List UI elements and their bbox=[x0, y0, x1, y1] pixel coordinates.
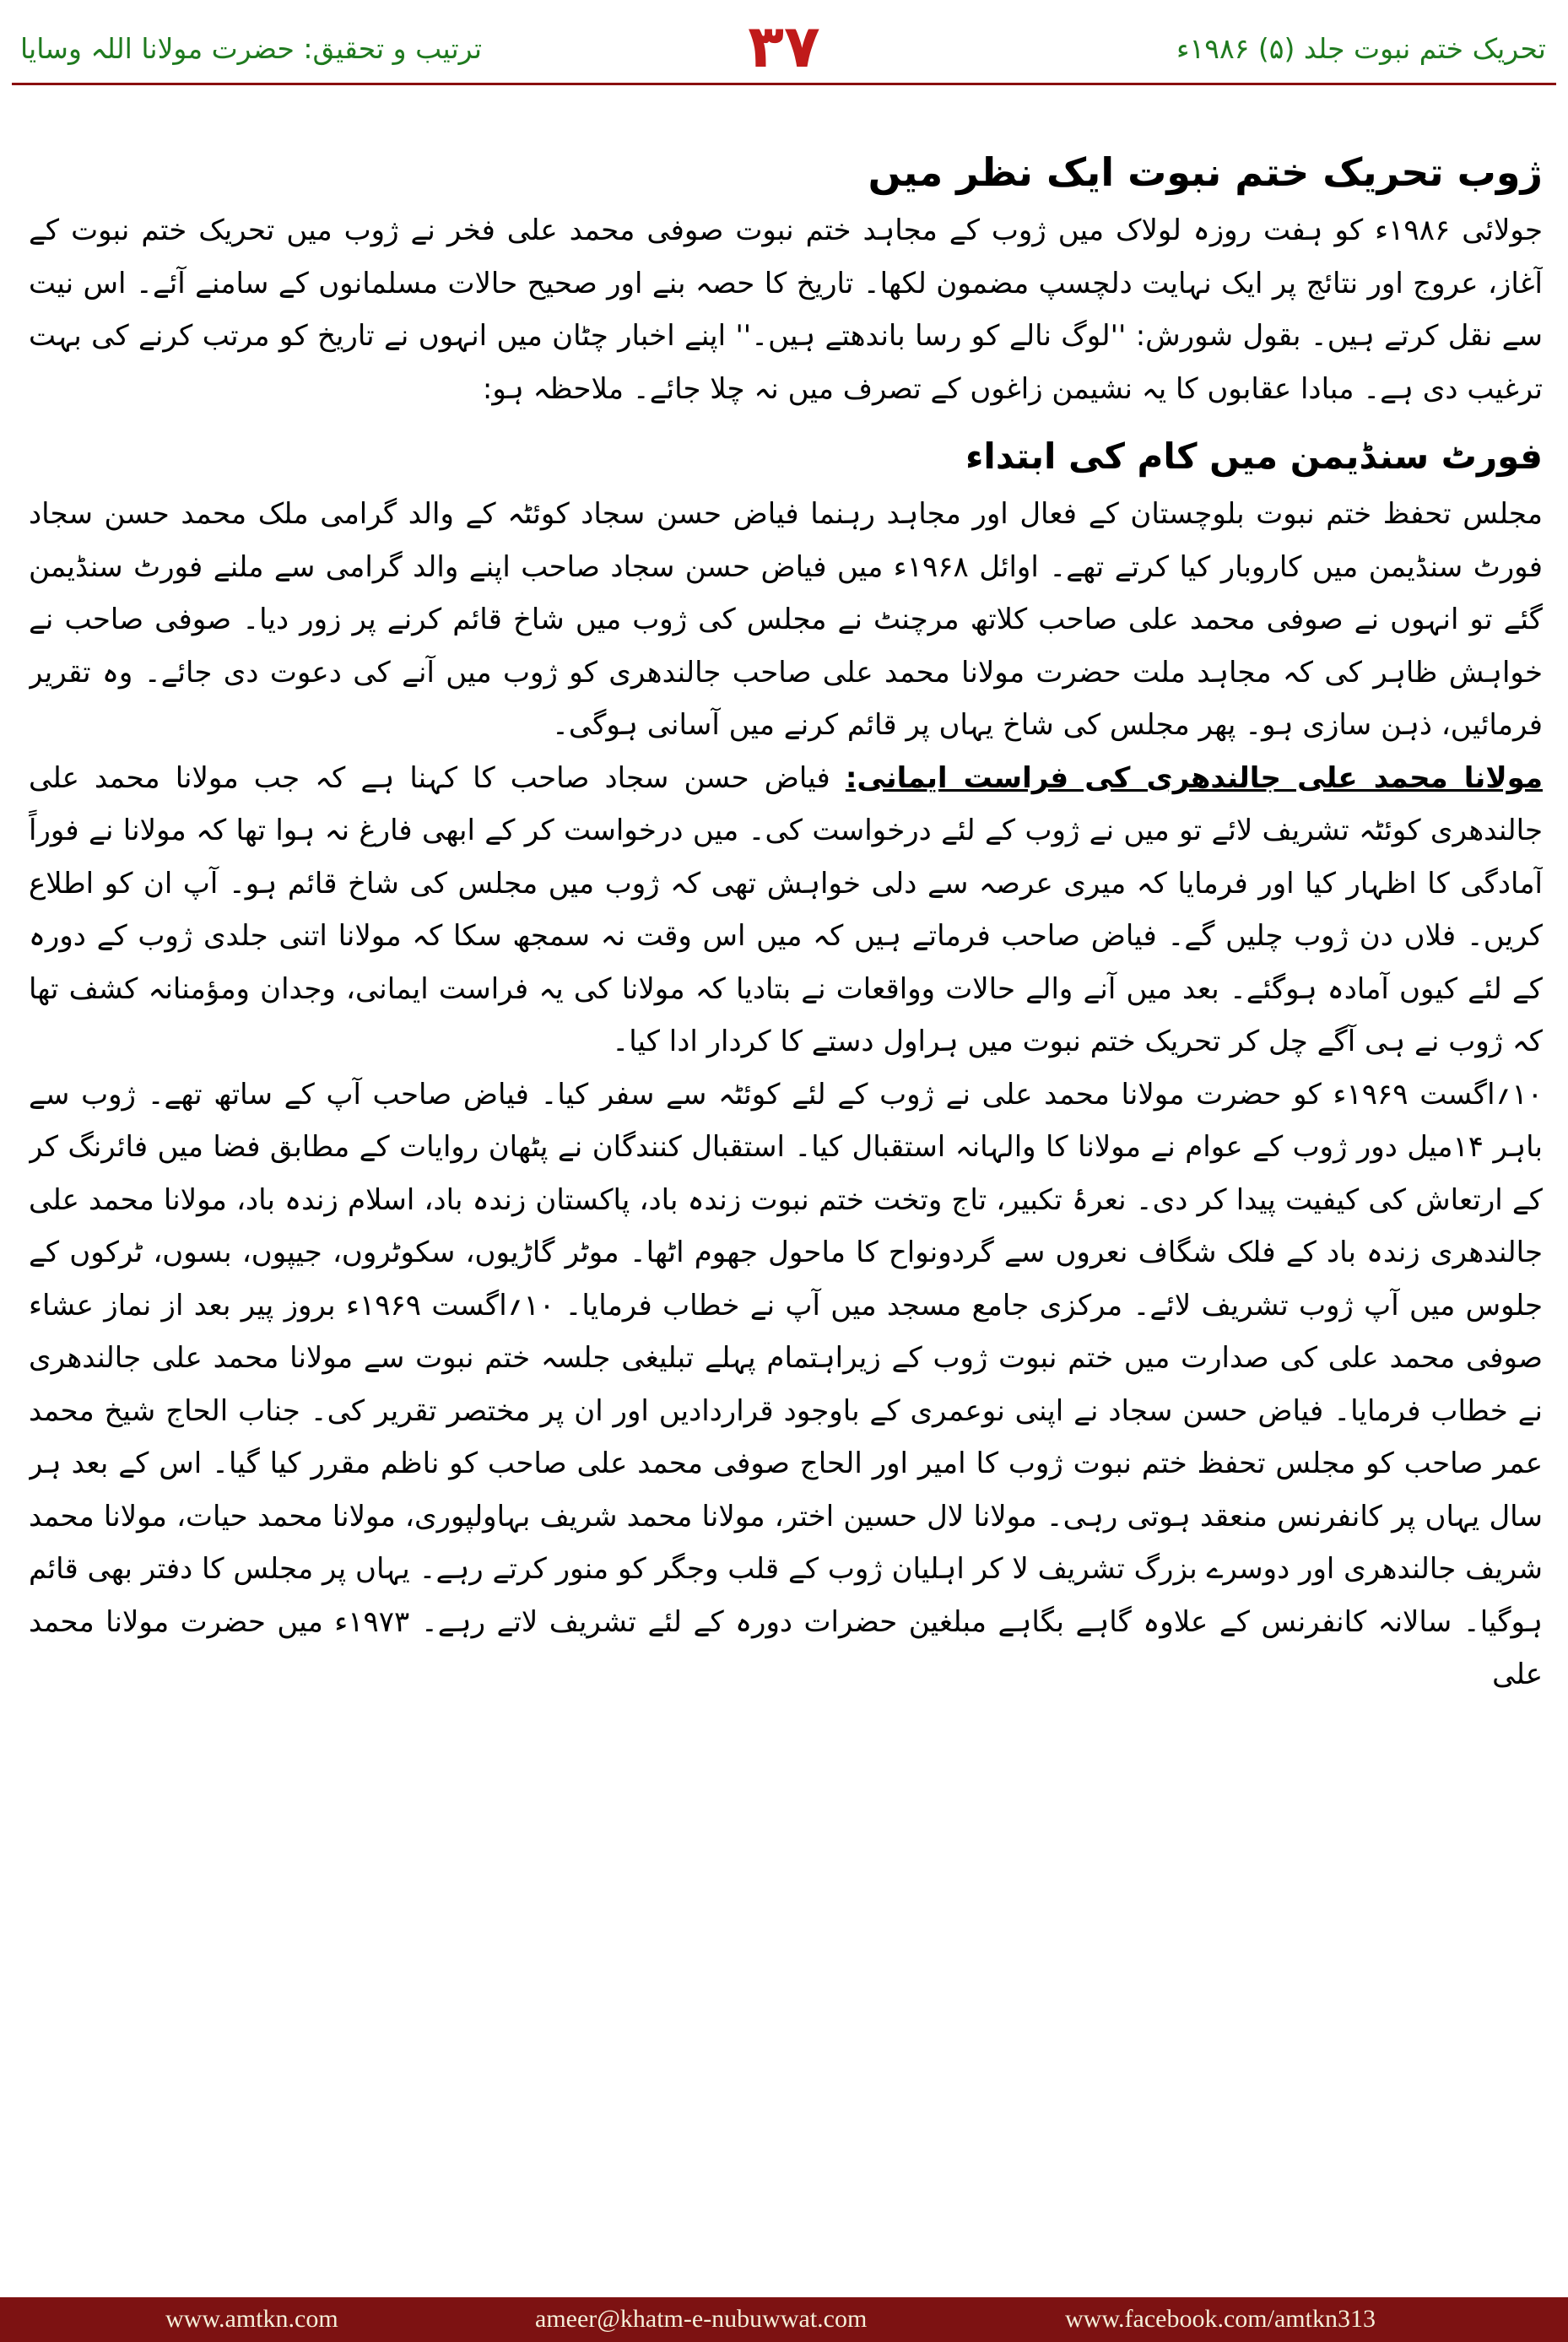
section-paragraph: مجلس تحفظ ختم نبوت بلوچستان کے فعال اور مجاہد رہنما فیاض حسن سجاد کوئٹہ کے والد گرامی ملک محمد حسن سجاد فورٹ سنڈیمن میں کاروبار کیا کرتے تھے۔ اوائل ۱۹۶۸ء میں فیاض حسن سجاد صاحب اپنے والد گرامی سے ملنے فورٹ سنڈیمن گئے تو انہوں نے صوفی محمد علی صاحب کلاتھ مرچنٹ نے مجلس کی ژوب میں شاخ قائم کرنے پر زور دیا۔ صوفی صاحب نے خواہش ظاہر کی کہ مجاہد ملت حضرت مولانا محمد علی صاحب جالندھری کو ژوب میں آنے کی دعوت دی جائے۔ وہ تقریر فرمائیں، ذہن سازی ہو۔ پھر مجلس کی شاخ یہاں پر قائم کرنے میں آسانی ہوگی۔ bbox=[29, 497, 1543, 742]
subhead-text: فیاض حسن سجاد صاحب کا کہنا ہے کہ جب مولانا محمد علی جالندھری کوئٹہ تشریف لائے تو میں نے ژوب کے لئے درخواست کی۔ میں درخواست کر کے ابھی فارغ نہ ہوا تھا کہ مولانا نے فوراً آمادگی کا اظہار کیا اور فرمایا کہ میری عرصہ سے دلی خواہش تھی کہ ژوب میں مجلس کی شاخ قائم ہو۔ آپ ان کو اطلاع کریں۔ فلاں دن ژوب چلیں گے۔ فیاض صاحب فرماتے ہیں کہ میں اس وقت نہ سمجھ سکا کہ مولانا اتنی جلدی ژوب کے دورہ کے لئے کیوں آمادہ ہوگئے۔ بعد میں آنے والے حالات وواقعات نے بتادیا کہ مولانا کی یہ فراست ایمانی، وجدان ومؤمنانہ کشف تھا کہ ژوب نے ہی آگے چل کر تحریک ختم نبوت میں ہراول دستے کا کردار ادا کیا۔ bbox=[29, 760, 1543, 1058]
header-series-title: تحریک ختم نبوت جلد (۵) ۱۹۸۶ء bbox=[1176, 32, 1546, 65]
subhead-label: مولانا محمد علی جالندھری کی فراست ایمانی: bbox=[845, 760, 1543, 795]
subhead-paragraph bbox=[29, 752, 1543, 1068]
footer-website-link[interactable]: www.amtkn.com bbox=[165, 2305, 338, 2333]
article-body bbox=[29, 127, 1543, 2287]
page-footer bbox=[0, 2297, 1568, 2342]
page-header bbox=[0, 0, 1568, 93]
header-compiler: ترتیب و تحقیق: حضرت مولانا اللہ وسایا bbox=[20, 32, 483, 65]
article-title: ژوب تحریک ختم نبوت ایک نظر میں bbox=[868, 149, 1543, 195]
final-paragraph: ۱۰؍اگست ۱۹۶۹ء کو حضرت مولانا محمد علی نے ژوب کے لئے کوئٹہ سے سفر کیا۔ فیاض صاحب آپ کے ساتھ تھے۔ ژوب سے باہر ۱۴میل دور ژوب کے عوام نے مولانا کا والہانہ استقبال کیا۔ استقبال کنندگان نے پٹھان روایات کے مطابق فضا میں فائرنگ کر کے ارتعاش کی کیفیت پیدا کر دی۔ نعرۂ تکبیر، تاج وتخت ختم نبوت زندہ باد، پاکستان زندہ باد، اسلام زندہ باد، مولانا محمد علی جالندھری زندہ باد کے فلک شگاف نعروں سے گردونواح کا ماحول جھوم اٹھا۔ موٹر گاڑیوں، سکوٹروں، جیپوں، بسوں، ٹرکوں کے جلوس میں آپ ژوب تشریف لائے۔ مرکزی جامع مسجد میں آپ نے خطاب فرمایا۔ ۱۰؍اگست ۱۹۶۹ء بروز پیر بعد از نماز عشاء صوفی محمد علی کی صدارت میں ختم نبوت ژوب کے زیراہتمام پہلے تبلیغی جلسہ ختم نبوت سے مولانا محمد علی جالندھری نے خطاب فرمایا۔ فیاض حسن سجاد نے اپنی نوعمری کے باوجود قراردادیں اور ان پر مختصر تقریر کی۔ جناب الحاج شیخ محمد عمر صاحب کو مجلس تحفظ ختم نبوت ژوب کا امیر اور الحاج صوفی محمد علی صاحب کو ناظم مقرر کیا گیا۔ اس کے بعد ہر سال یہاں پر کانفرنس منعقد ہوتی رہی۔ مولانا لال حسین اختر، مولانا محمد شریف بہاولپوری، مولانا محمد حیات، مولانا محمد شریف جالندھری اور دوسرے بزرگ تشریف لا کر اہلیان ژوب کے قلب وجگر کو منور کرتے رہے۔ یہاں پر مجلس کا دفتر بھی قائم ہوگیا۔ سالانہ کانفرنس کے علاوہ گاہے بگاہے مبلغین حضرات دورہ کے لئے تشریف لاتے رہے۔ ۱۹۷۳ء میں حضرت مولانا محمد علی bbox=[29, 1077, 1543, 1691]
page-number: ۳۷ bbox=[748, 12, 820, 81]
footer-email-link[interactable]: ameer@khatm-e-nubuwwat.com bbox=[535, 2305, 868, 2333]
intro-paragraph: جولائی ۱۹۸۶ء کو ہفت روزہ لولاک میں ژوب کے مجاہد ختم نبوت صوفی محمد علی فخر نے ژوب میں تحریک ختم نبوت کے آغاز، عروج اور نتائج پر ایک نہایت دلچسپ مضمون لکھا۔ تاریخ کا حصہ بنے اور صحیح حالات مسلمانوں کے سامنے آئے۔ اس نیت سے نقل کرتے ہیں۔ بقول شورش: ''لوگ نالے کو رسا باندھتے ہیں۔'' اپنے اخبار چٹان میں انہوں نے تاریخ کو مرتب کرنے کی بہت ترغیب دی ہے۔ مبادا عقابوں کا یہ نشیمن زاغوں کے تصرف میں نہ چلا جائے۔ ملاحظہ ہو: bbox=[29, 214, 1543, 406]
footer-facebook-link[interactable]: www.facebook.com/amtkn313 bbox=[1065, 2305, 1376, 2333]
section-heading: فورٹ سنڈیمن میں کام کی ابتداء bbox=[965, 435, 1543, 477]
header-divider bbox=[12, 83, 1556, 85]
